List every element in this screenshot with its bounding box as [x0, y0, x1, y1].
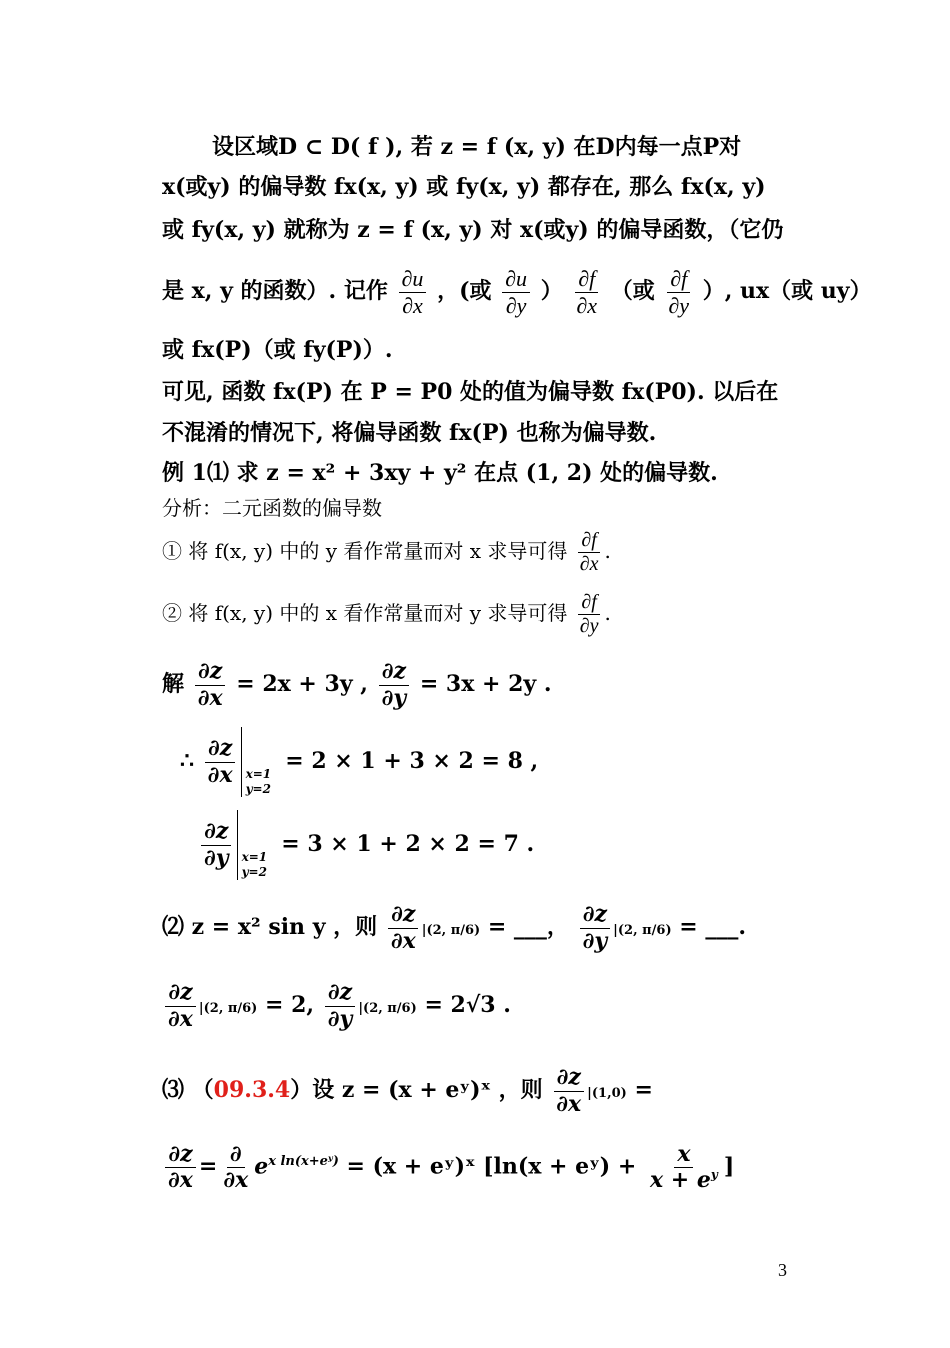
fraction-df-dx-step: $\frac{\partial f}{\partial x}$ [579, 529, 599, 575]
evaluation-bar: x=1 y=2 [241, 727, 278, 797]
fraction-du-dy: $\frac{\partial u}{\partial y}$ [502, 266, 530, 318]
evaluation-dz-dy: $\frac{\partial z}{\partial y}$ x=1 y=2 = 3 × 1 + 2 × 2 = 7 . [198, 808, 534, 880]
analysis-step-1: ① 将 f(x, y) 中的 y 看作常量而对 x 求导可得 $\frac{\partial f}{\partial x}$ . [162, 529, 611, 575]
fraction-df-dx: $\frac{\partial f}{\partial x}$ [576, 266, 598, 318]
analysis-step-2: ② 将 f(x, y) 中的 x 看作常量而对 y 求导可得 $\frac{\partial f}{\partial y}$ . [162, 591, 611, 637]
solution-line: 解 $\frac{\partial z}{\partial x}$ = 2x + 3y , $\frac{\partial z}{\partial y}$ = 3x + 2y . [162, 658, 552, 711]
fraction-du-dx: $\frac{\partial u}{\partial x}$ [399, 266, 427, 318]
source-reference: 09.3.4 [213, 1077, 291, 1103]
definition-line-3: 或 fy(x, y) 就称为 z = f (x, y) 对 x(或y) 的偏导函数，（它仍 [162, 217, 784, 243]
definition-line-7: 不混淆的情况下, 将偏导函数 fx(P) 也称为偏导数. [162, 420, 657, 446]
notation-intro: 是 x, y 的函数）. 记作 [162, 278, 388, 304]
definition-line-4: 是 x, y 的函数）. 记作 $\frac{\partial u}{\partial x}$ ，(或 $\frac{\partial u}{\partial y}$ ） $\frac{\partial f}{\partial x}$ （或 $\frac{\partial f}{\partial y}$ ）, ux（或 uy） [162, 266, 872, 318]
fraction-dz-dx: $\frac{\partial z}{\partial x}$ [195, 659, 226, 711]
solution-label: 解 [162, 671, 185, 697]
definition-line-1: 设区域D ⊂ D( f ), 若 z = f (x, y) 在D内每一点P对 [212, 134, 742, 160]
fraction-dz-dy: $\frac{\partial z}{\partial y}$ [379, 659, 410, 711]
fraction-df-dy: $\frac{\partial f}{\partial y}$ [668, 266, 690, 318]
definition-line-6: 可见, 函数 fx(P) 在 P = P0 处的值为偏导数 fx(P0). 以后在 [162, 379, 779, 405]
analysis-line: 分析：二元函数的偏导数 [162, 496, 382, 520]
example-3-prompt: ⑶ （09.3.4）设 z = (x + eʸ)ˣ ，则 $\frac{\partial z}{\partial x}$ |(1,0) = [162, 1064, 653, 1117]
example-2-prompt: ⑵ z = x² sin y ，则 $\frac{\partial z}{\partial x}$ |(2, π/6) = ___， $\frac{\partial z}{\partial y}$ |(2, π/6) = ___. [162, 901, 747, 954]
definition-line-2: x(或y) 的偏导数 fx(x, y) 或 fy(x, y) 都存在, 那么 fx(x, y) [162, 174, 766, 200]
example-2-answer: $\frac{\partial z}{\partial x}$ |(2, π/6) = 2, $\frac{\partial z}{\partial y}$ |(2, π/6) = 2√3 . [162, 973, 511, 1041]
evaluation-bar: x=1 y=2 [237, 810, 274, 880]
example-1-title: 例 1⑴ 求 z = x² + 3xy + y² 在点 (1, 2) 处的偏导数. [162, 460, 718, 486]
page-number: 3 [778, 1260, 787, 1280]
fraction-df-dy-step: $\frac{\partial f}{\partial y}$ [579, 591, 599, 637]
evaluation-dz-dx: ∴ $\frac{\partial z}{\partial x}$ x=1 y=2 = 2 × 1 + 3 × 2 = 8 , [180, 725, 538, 797]
definition-line-5: 或 fx(P)（或 fy(P)）. [162, 337, 393, 363]
example-3-solution: $\frac{\partial z}{\partial x}$ = $\frac{\partial}{\partial x}$ $e^{x ln(x+eʸ)} = (x$ + eʸ)ˣ [ln(x + eʸ) + $\frac{x}{x + e^y}$ ] [162, 1130, 734, 1198]
